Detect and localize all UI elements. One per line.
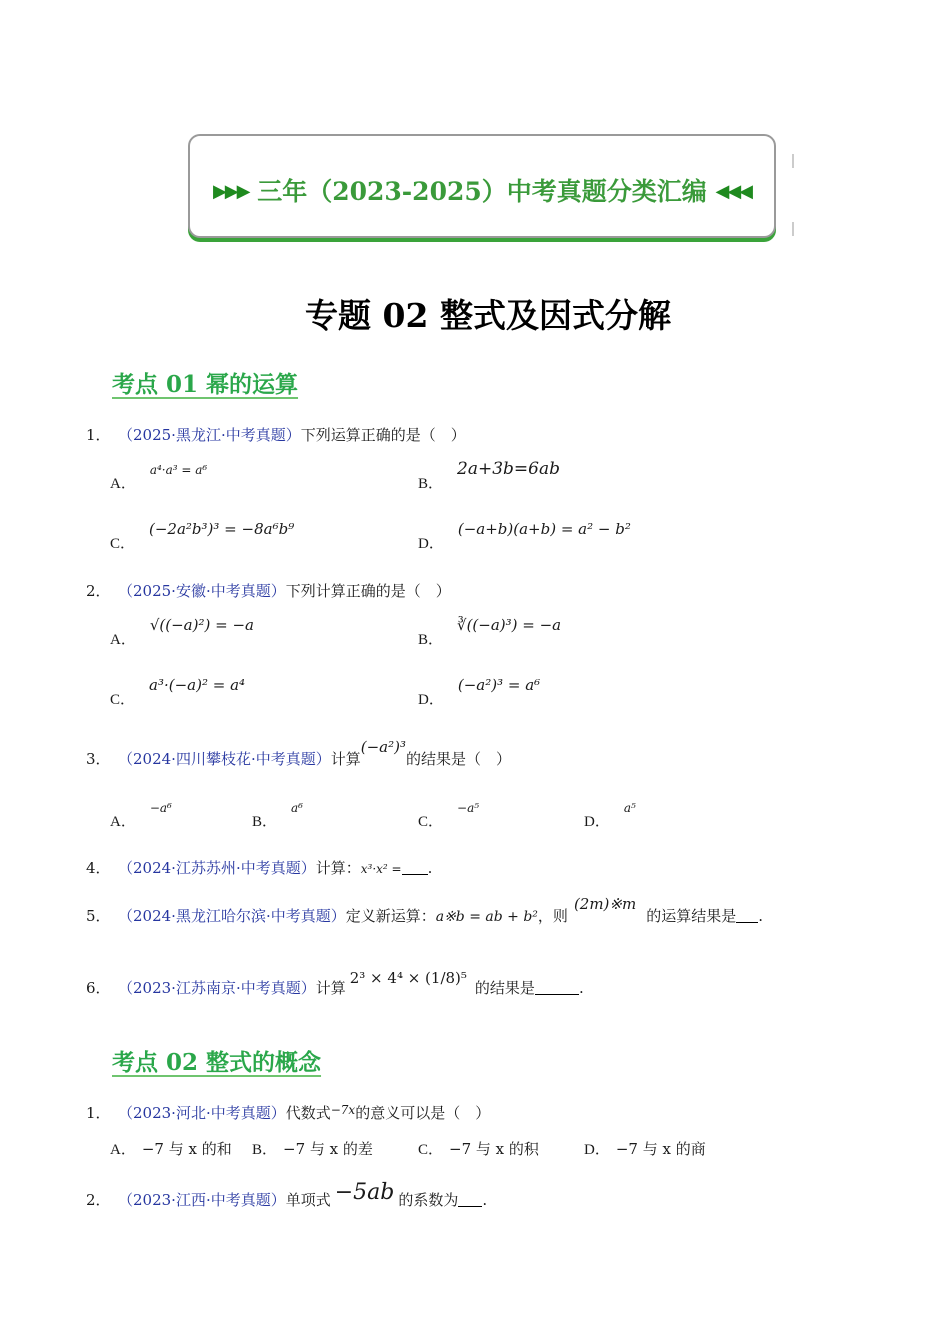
question-number: 3． bbox=[86, 750, 111, 768]
answer-blank bbox=[402, 859, 428, 875]
option-d bbox=[418, 518, 631, 552]
option-expr: a⁴·a³ = a⁶ bbox=[149, 463, 208, 477]
question-stem: 下列运算正确的是（ ） bbox=[300, 426, 466, 444]
question-source: （2023·江苏南京·中考真题） bbox=[118, 979, 316, 997]
option-expr: (−a+b)(a+b) = a² − b² bbox=[457, 520, 631, 538]
question-expr: −5ab bbox=[334, 1180, 395, 1205]
option-label: C． bbox=[418, 1142, 444, 1158]
option-label: C． bbox=[110, 536, 136, 552]
option-d bbox=[418, 674, 541, 708]
question-stem-post: 的运算结果是 bbox=[646, 907, 737, 925]
answer-blank bbox=[736, 907, 758, 923]
question-expr: x³·x² = bbox=[360, 862, 402, 876]
question-stem-post: 的系数为 bbox=[398, 1191, 459, 1209]
question-number: 1． bbox=[86, 1104, 111, 1122]
option-label: A． bbox=[110, 1142, 136, 1158]
question-stem-pre: 代数式 bbox=[285, 1104, 331, 1122]
question-stem-pre: 单项式 bbox=[285, 1191, 331, 1209]
question-stem-post: 的意义可以是（ ） bbox=[355, 1104, 491, 1122]
option-c bbox=[110, 518, 295, 552]
question-stem-pre: 计算 bbox=[330, 750, 361, 768]
option-label: B． bbox=[252, 1142, 278, 1158]
question-2-2 bbox=[86, 1180, 488, 1211]
question-stem-post: . bbox=[427, 859, 433, 877]
question-number: 2． bbox=[86, 582, 111, 600]
question-source: （2025·安徽·中考真题） bbox=[118, 582, 286, 600]
option-label: D． bbox=[418, 536, 444, 552]
question-stem: 下列计算正确的是（ ） bbox=[285, 582, 451, 600]
question-stem-pre: 计算： bbox=[315, 859, 361, 877]
question-1-1 bbox=[86, 424, 466, 445]
question-1-6 bbox=[86, 969, 584, 998]
question-source: （2024·江苏苏州·中考真题） bbox=[118, 859, 316, 877]
option-expr: √((−a)²) = −a bbox=[149, 616, 254, 634]
question-number: 6． bbox=[86, 979, 111, 997]
question-1-2 bbox=[86, 580, 451, 601]
option-expr: a⁶ bbox=[291, 801, 303, 815]
question-source: （2023·河北·中考真题） bbox=[118, 1104, 286, 1122]
page-edge-mark bbox=[792, 222, 794, 236]
option-b bbox=[418, 614, 562, 648]
option-expr: −a⁶ bbox=[149, 801, 172, 815]
question-1-5 bbox=[86, 895, 763, 926]
option-a bbox=[110, 796, 172, 830]
option-label: D． bbox=[584, 814, 610, 830]
question-stem-pre: 计算 bbox=[315, 979, 346, 997]
option-d bbox=[584, 1138, 706, 1159]
question-stem-end: . bbox=[758, 907, 763, 925]
question-stem-pre: 定义新运算： bbox=[345, 907, 436, 925]
question-1-3 bbox=[86, 738, 511, 769]
left-arrows-icon: ◀◀◀ bbox=[715, 181, 752, 202]
right-arrows-icon: ▶▶▶ bbox=[212, 181, 249, 202]
question-source: （2024·四川攀枝花·中考真题） bbox=[118, 750, 331, 768]
question-number: 4． bbox=[86, 859, 111, 877]
option-label: C． bbox=[418, 814, 444, 830]
question-2-1 bbox=[86, 1102, 490, 1123]
question-stem-end: . bbox=[482, 1191, 488, 1209]
option-label: B． bbox=[252, 814, 278, 830]
option-label: D． bbox=[584, 1142, 610, 1158]
question-stem-mid: ，则 bbox=[537, 907, 568, 925]
option-b bbox=[418, 458, 560, 492]
option-label: C． bbox=[110, 692, 136, 708]
answer-blank bbox=[535, 979, 579, 995]
banner-title: 三年（2023-2025）中考真题分类汇编 bbox=[257, 177, 707, 206]
option-a bbox=[110, 458, 208, 492]
question-stem-post: 的结果是（ ） bbox=[405, 750, 511, 768]
option-d bbox=[584, 796, 636, 830]
option-label: A． bbox=[110, 476, 136, 492]
option-expr: (−2a²b³)³ = −8a⁶b⁹ bbox=[149, 520, 295, 538]
document-title: 专题 02 整式及因式分解 bbox=[305, 296, 671, 335]
option-label: A． bbox=[110, 632, 136, 648]
option-b bbox=[252, 1138, 373, 1159]
section-heading-1: 考点 01 幂的运算 bbox=[112, 371, 299, 398]
question-source: （2025·黑龙江·中考真题） bbox=[118, 426, 301, 444]
option-expr: −7 与 x 的差 bbox=[283, 1140, 373, 1158]
question-stem-end: . bbox=[578, 979, 584, 997]
option-b bbox=[252, 796, 303, 830]
option-label: A． bbox=[110, 814, 136, 830]
question-number: 2． bbox=[86, 1191, 111, 1209]
option-label: B． bbox=[418, 632, 444, 648]
option-expr: −7 与 x 的商 bbox=[615, 1140, 706, 1158]
answer-blank bbox=[458, 1191, 482, 1207]
question-number: 5． bbox=[86, 907, 111, 925]
option-label: D． bbox=[418, 692, 444, 708]
option-expr: (−a²)³ = a⁶ bbox=[457, 676, 541, 694]
option-expr: −7 与 x 的和 bbox=[141, 1140, 232, 1158]
question-source: （2023·江西·中考真题） bbox=[118, 1191, 286, 1209]
option-a bbox=[110, 614, 254, 648]
question-expr: (−a²)³ bbox=[360, 738, 406, 756]
section-heading-2: 考点 02 整式的概念 bbox=[112, 1049, 322, 1076]
option-expr: −7 与 x 的积 bbox=[449, 1140, 539, 1158]
banner-text-row bbox=[190, 172, 774, 208]
header-banner bbox=[188, 134, 776, 238]
option-expr: a⁵ bbox=[623, 801, 636, 815]
question-expr-2: (2m)※m bbox=[573, 895, 637, 913]
option-expr: ∛((−a)³) = −a bbox=[457, 616, 562, 634]
page-edge-mark bbox=[792, 154, 794, 168]
question-1-4 bbox=[86, 857, 432, 878]
option-label: B． bbox=[418, 476, 444, 492]
option-expr: a³·(−a)² = a⁴ bbox=[149, 676, 246, 694]
question-number: 1． bbox=[86, 426, 111, 444]
option-a bbox=[110, 1138, 232, 1159]
question-expr: a※b = ab + b² bbox=[435, 909, 538, 925]
question-stem-post: 的结果是 bbox=[474, 979, 535, 997]
option-expr: −a⁵ bbox=[457, 801, 480, 815]
question-source: （2024·黑龙江哈尔滨·中考真题） bbox=[118, 907, 346, 925]
option-expr: 2a+3b=6ab bbox=[457, 459, 560, 479]
question-expr: −7x bbox=[330, 1103, 356, 1117]
option-c bbox=[110, 674, 246, 708]
option-c bbox=[418, 1138, 539, 1159]
option-c bbox=[418, 796, 480, 830]
question-expr: 2³ × 4⁴ × (1/8)⁵ bbox=[349, 969, 467, 987]
